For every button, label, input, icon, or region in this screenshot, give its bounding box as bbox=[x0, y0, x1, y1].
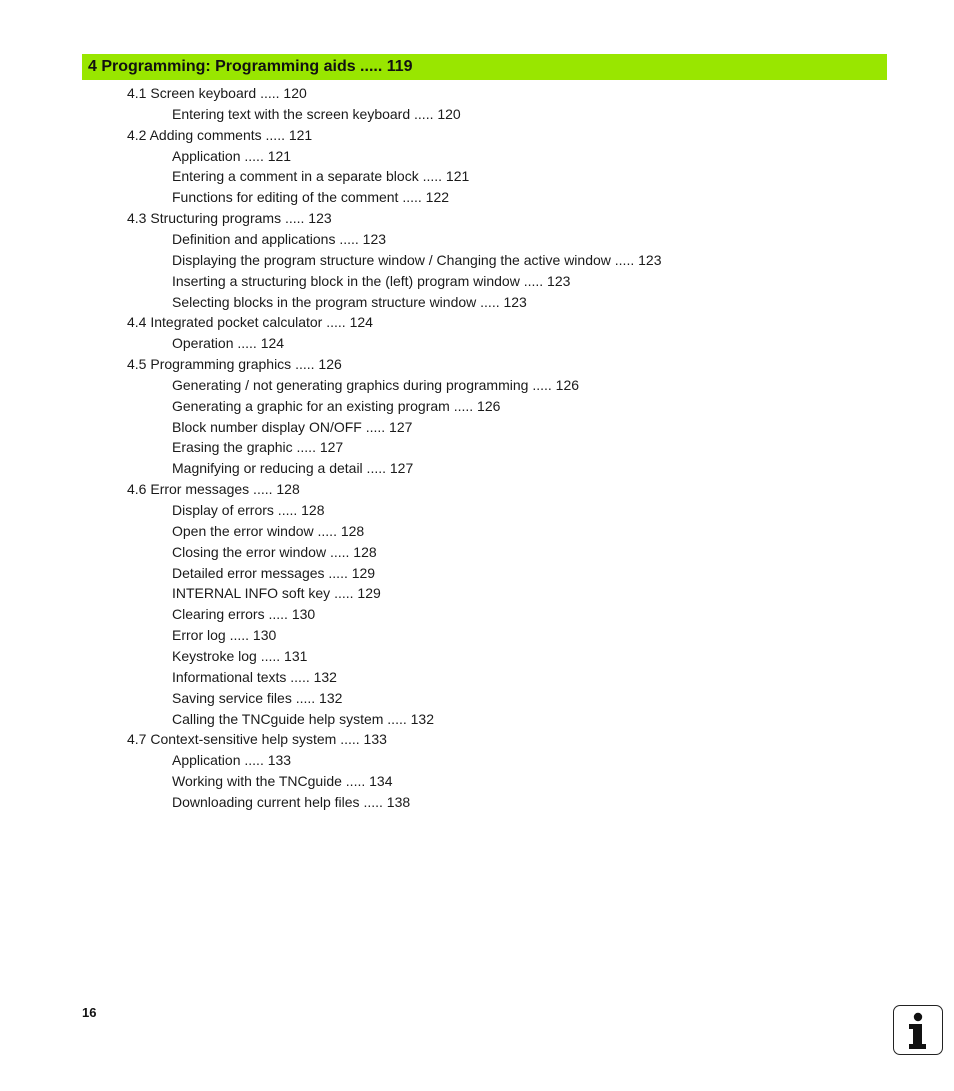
toc-subsection-entry[interactable]: Calling the TNCguide help system ..... 132 bbox=[172, 710, 434, 727]
toc-subsection-entry[interactable]: Closing the error window ..... 128 bbox=[172, 543, 377, 560]
toc-subsection-entry[interactable]: Block number display ON/OFF ..... 127 bbox=[172, 418, 413, 435]
toc-subsection-entry[interactable]: Functions for editing of the comment ..... 122 bbox=[172, 189, 450, 206]
info-icon bbox=[893, 1005, 943, 1055]
toc-subsection-entry[interactable]: Keystroke log ..... 131 bbox=[172, 647, 308, 664]
toc-subsection-entry[interactable]: Saving service files ..... 132 bbox=[172, 689, 343, 706]
toc-subsection-entry[interactable]: INTERNAL INFO soft key ..... 129 bbox=[172, 585, 381, 602]
info-icon-glyph bbox=[894, 1006, 941, 1053]
toc-subsection-entry[interactable]: Application ..... 133 bbox=[172, 752, 292, 769]
chapter-title[interactable]: 4 Programming: Programming aids ..... 119 bbox=[88, 58, 413, 75]
toc-subsection-entry[interactable]: Magnifying or reducing a detail ..... 127 bbox=[172, 460, 414, 477]
chapter-heading-bar bbox=[82, 54, 887, 80]
toc-section-entry[interactable]: 4.3 Structuring programs ..... 123 bbox=[127, 210, 332, 227]
toc-subsection-entry[interactable]: Operation ..... 124 bbox=[172, 335, 285, 352]
toc-subsection-entry[interactable]: Open the error window ..... 128 bbox=[172, 522, 365, 539]
toc-subsection-entry[interactable]: Application ..... 121 bbox=[172, 147, 292, 164]
toc-section-entry[interactable]: 4.7 Context-sensitive help system ..... 133 bbox=[127, 731, 387, 748]
toc-subsection-entry[interactable]: Display of errors ..... 128 bbox=[172, 502, 325, 518]
toc-section-entry[interactable]: 4.4 Integrated pocket calculator ..... 124 bbox=[127, 314, 373, 331]
toc-subsection-entry[interactable]: Working with the TNCguide ..... 134 bbox=[172, 773, 393, 790]
toc-subsection-entry[interactable]: Entering a comment in a separate block ..... 121 bbox=[172, 168, 470, 185]
toc-subsection-entry[interactable]: Selecting blocks in the program structure window ..... 123 bbox=[172, 293, 527, 310]
toc-subsection-entry[interactable]: Displaying the program structure window / Changing the active window ..... 123 bbox=[172, 251, 662, 268]
toc-section-entry[interactable]: 4.6 Error messages ..... 128 bbox=[127, 481, 300, 498]
toc-subsection-entry[interactable]: Generating a graphic for an existing program ..... 126 bbox=[172, 397, 501, 414]
page-number: 16 bbox=[82, 1005, 97, 1020]
toc-subsection-entry[interactable]: Error log ..... 130 bbox=[172, 627, 277, 644]
toc-subsection-entry[interactable]: Generating / not generating graphics during programming ..... 126 bbox=[172, 376, 580, 393]
toc-section-entry[interactable]: 4.1 Screen keyboard ..... 120 bbox=[127, 85, 307, 101]
toc-subsection-entry[interactable]: Definition and applications ..... 123 bbox=[172, 230, 387, 247]
toc-section-entry[interactable]: 4.5 Programming graphics ..... 126 bbox=[127, 356, 342, 373]
toc-subsection-entry[interactable]: Informational texts ..... 132 bbox=[172, 668, 337, 685]
toc-subsection-entry[interactable]: Erasing the graphic ..... 127 bbox=[172, 439, 344, 456]
toc-subsection-entry[interactable]: Downloading current help files ..... 138 bbox=[172, 793, 411, 810]
toc-subsection-entry[interactable]: Inserting a structuring block in the (left) program window ..... 123 bbox=[172, 272, 571, 289]
toc-subsection-entry[interactable]: Detailed error messages ..... 129 bbox=[172, 564, 376, 581]
toc-subsection-entry[interactable]: Clearing errors ..... 130 bbox=[172, 606, 316, 623]
toc-section-entry[interactable]: 4.2 Adding comments ..... 121 bbox=[127, 126, 313, 143]
toc-subsection-entry[interactable]: Entering text with the screen keyboard ..... 120 bbox=[172, 105, 461, 122]
